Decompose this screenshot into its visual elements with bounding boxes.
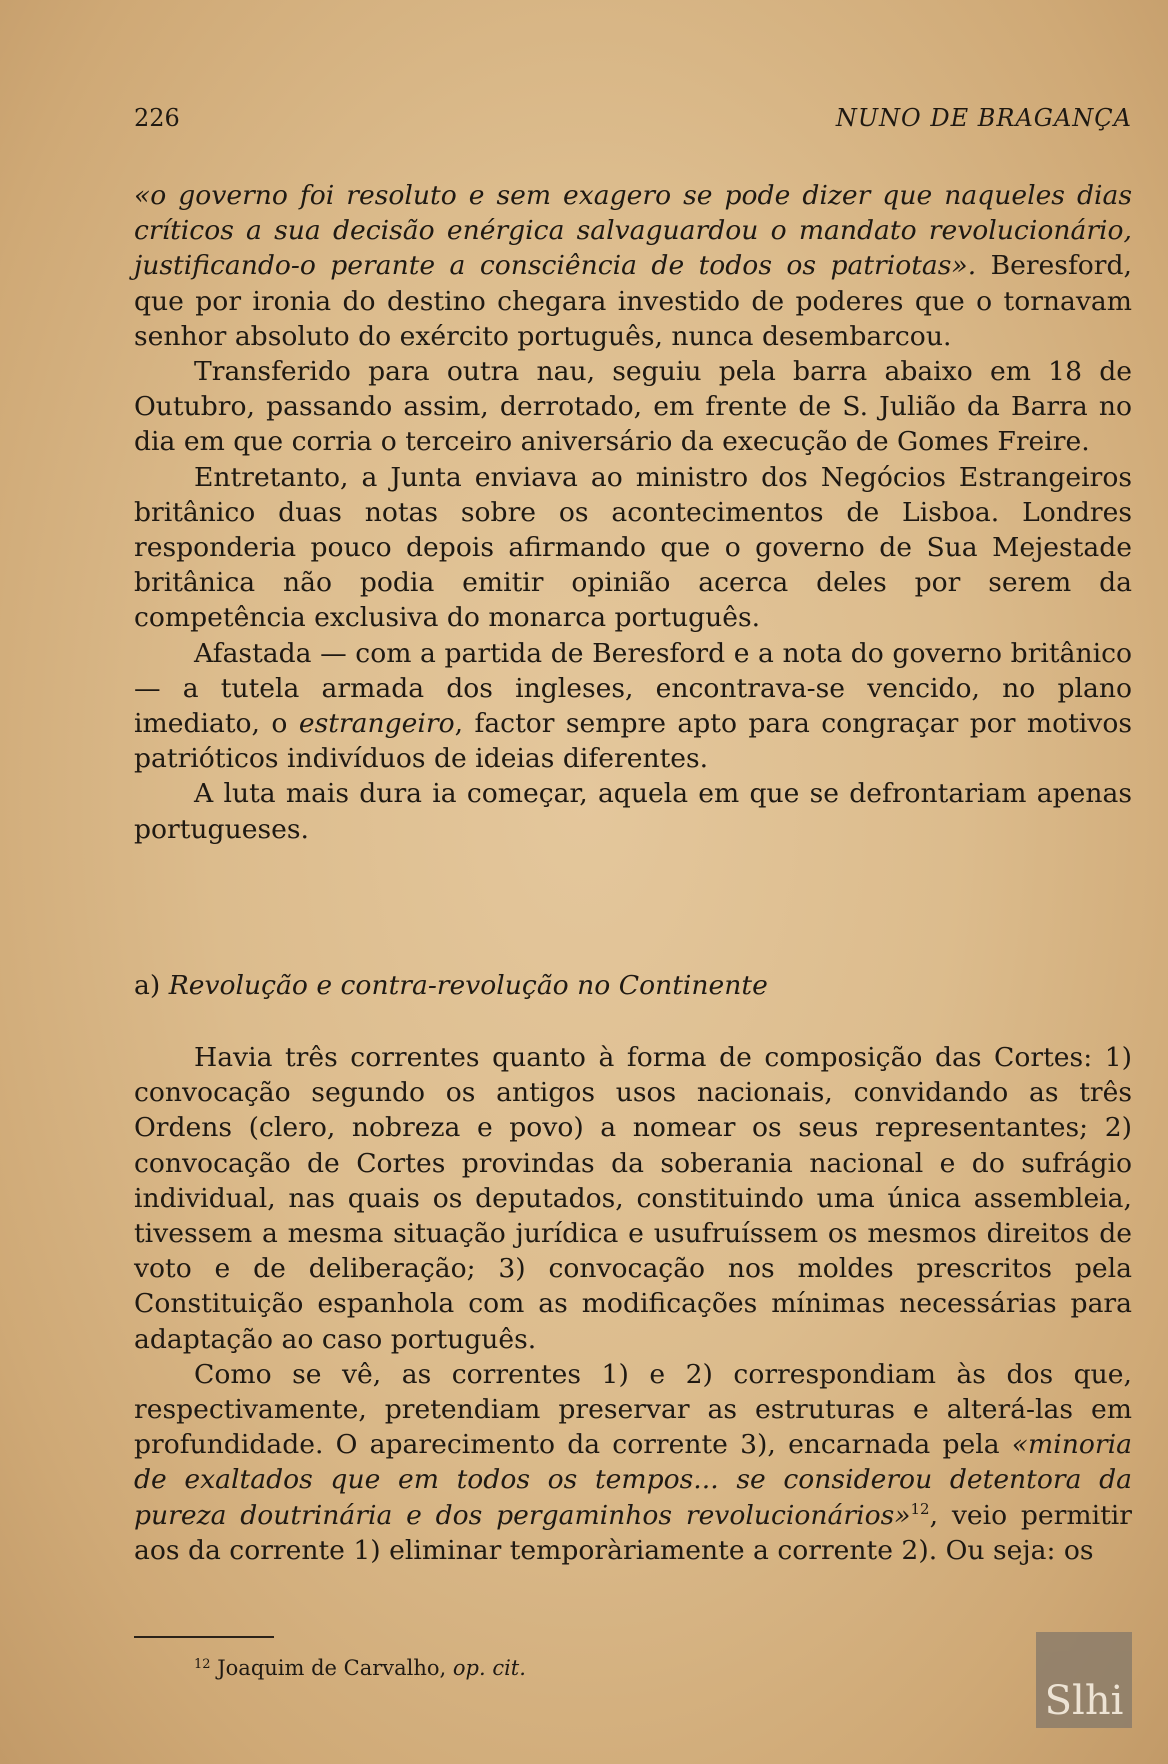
section-title: Revolução e contra-revolução no Continente <box>168 970 768 1001</box>
body-text-section-1 <box>134 178 1132 847</box>
quote-text: «minoria de exaltados que em todos os tempos... se considerou detentora da pureza doutrinária e dos pergaminhos revolucionários» <box>134 1429 1132 1531</box>
paragraph-text: , factor sempre apto para congraçar por motivos patrióticos indivíduos de ideias diferentes. <box>134 708 1132 775</box>
footnote-number: 12 <box>194 1657 211 1672</box>
paragraph-text: Como se vê, as correntes 1) e 2) correspondiam às dos que, respectivamente, pretendiam preservar as estruturas e alterá-las em profundidade. O aparecimento da corrente 3), encarnada pela <box>134 1358 1132 1461</box>
emphasis-text: estrangeiro <box>298 708 455 740</box>
footnote-author: Joaquim de Carvalho, <box>217 1656 453 1680</box>
paragraph-6: Havia três correntes quanto à forma de composição das Cortes: 1) convocação segundo os antigos usos nacionais, convidando as três Ordens (clero, nobreza e povo) a nomear os seus representantes; 2) convocação de Cortes provindas da soberania nacional e do sufrágio individual, nas quais os deputados, constituindo uma única assembleia, tivessem a mesma situação jurídica e usufruíssem os mesmos direitos de voto e de deliberação; 3) convocação nos moldes prescritos pela Constituição espanhola com as modificações mínimas necessárias para adaptação ao caso português. <box>134 1042 1132 1355</box>
section-marker: a) <box>134 970 161 1001</box>
section-heading <box>134 968 1132 1003</box>
paragraph-2: Transferido para outra nau, seguiu pela barra abaixo em 18 de Outubro, passando assim, derrotado, em frente de S. Julião da Barra no dia em que corria o terceiro aniversário da execução de Gomes Freire. <box>134 356 1132 458</box>
paragraph-3: Entretanto, a Junta enviava ao ministro dos Negócios Estrangeiros britânico duas notas sobre os acontecimentos de Lisboa. Londres responderia pouco depois afirmando que o governo de Sua Mejestade britânica não podia emitir opinião acerca deles por serem da competência exclusiva do monarca português. <box>134 461 1132 634</box>
paragraph-text: , veio permitir aos da corrente 1) eliminar temporàriamente a corrente 2). Ou seja: os <box>134 1499 1132 1566</box>
paragraph-5: A luta mais dura ia começar, aquela em que se defrontariam apenas portugueses. <box>134 778 1132 845</box>
footnote-divider <box>134 1636 274 1638</box>
paragraph-7 <box>134 1357 1132 1568</box>
paragraph-text: Afastada — com a partida de Beresford e a nota do governo britânico — a tutela armada dos ingleses, encontrava-se vencido, no plano imediato, o <box>134 637 1132 740</box>
book-title: NUNO DE BRAGANÇA <box>835 104 1132 132</box>
footnote-reference[interactable]: 12 <box>910 1499 930 1518</box>
paragraph-text: Beresford, que por ironia do destino chegara investido de poderes que o tornavam senhor absoluto do exército português, nunca desembarcou. <box>134 250 1132 352</box>
body-text-section-2 <box>134 1040 1132 1568</box>
paragraph-4 <box>134 636 1132 777</box>
paragraph-1 <box>134 178 1132 354</box>
footnote-reference-text: op. cit. <box>452 1656 526 1680</box>
running-head <box>134 104 1132 138</box>
footnote <box>194 1654 526 1682</box>
page-number: 226 <box>134 104 180 132</box>
library-logo <box>1036 1632 1132 1728</box>
logo-text: Slhi <box>1044 1678 1124 1724</box>
quote-text: «o governo foi resoluto e sem exagero se pode dizer que naqueles dias críticos a sua decisão enérgica salvaguardou o mandato revolucionário, justificando-o perante a consciência de todos os patriotas». <box>134 180 1132 282</box>
